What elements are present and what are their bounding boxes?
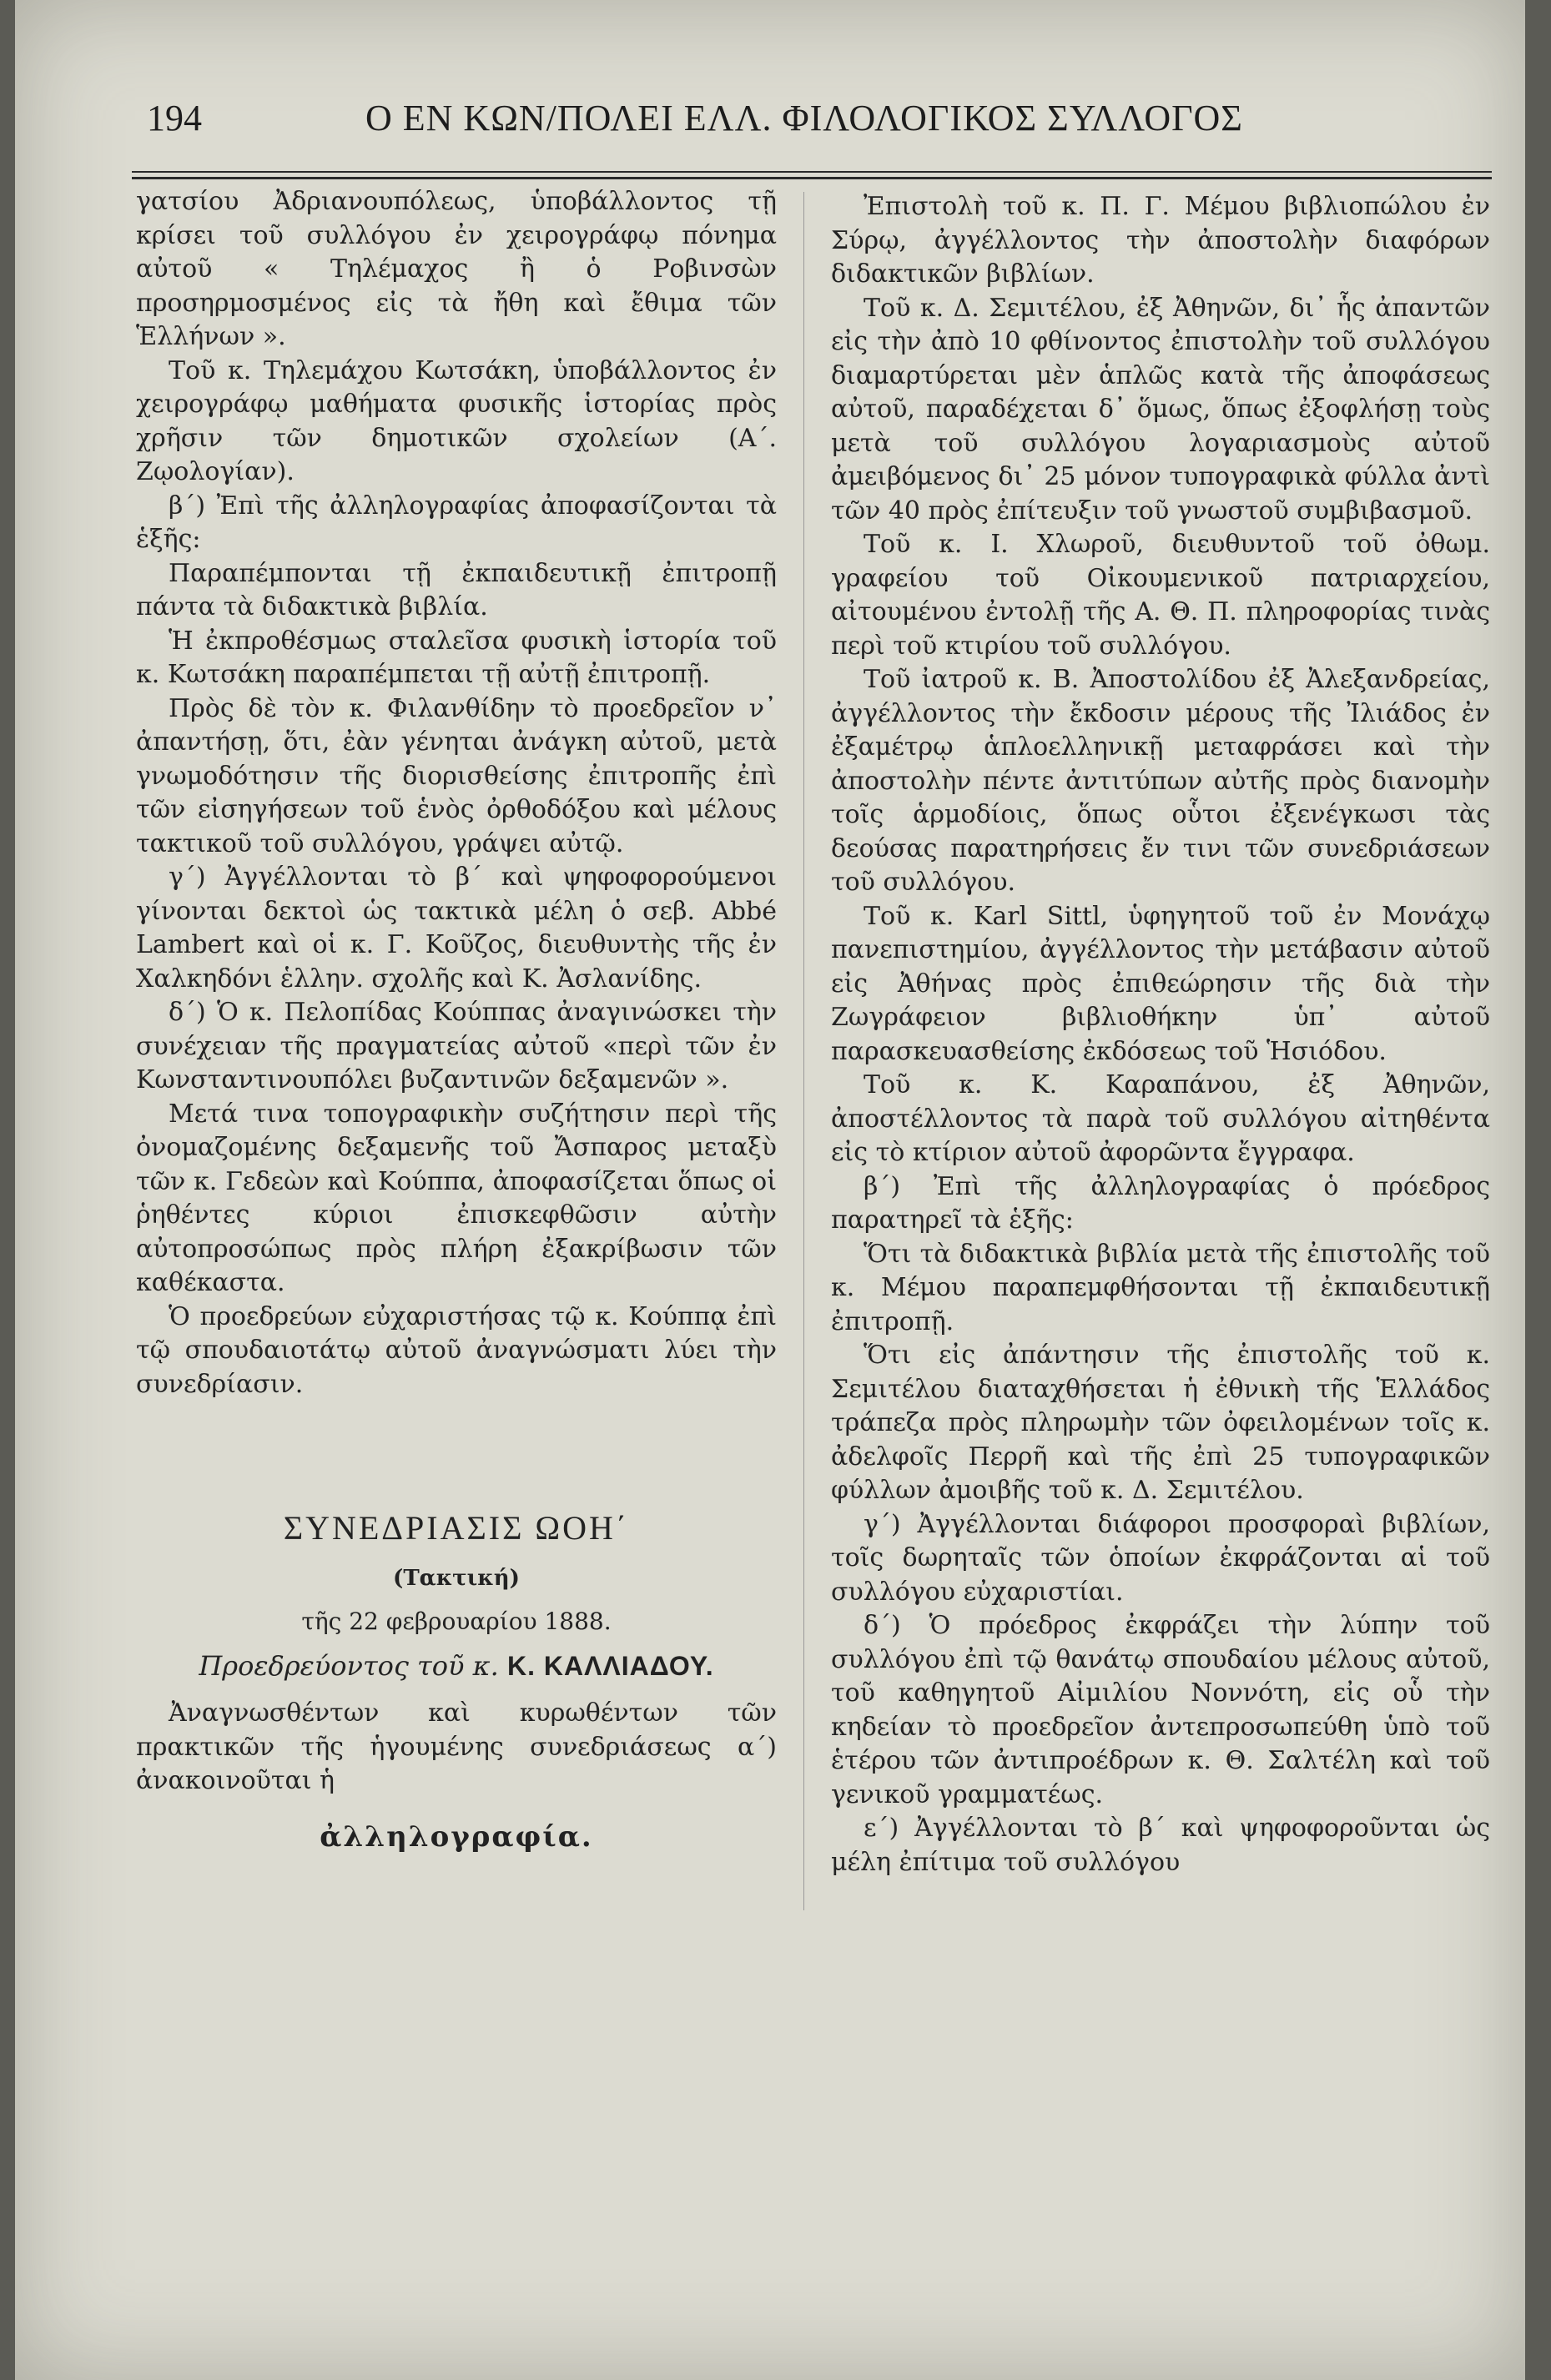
running-head: Ο ΕΝ ΚΩΝ/ΠΟΛΕΙ ΕΛΛ. ΦΙΛΟΛΟΓΙΚΟΣ ΣΥΛΛΟΓΟΣ: [365, 98, 1243, 138]
paragraph: Μετά τινα τοπογραφικὴν συζήτησιν περὶ τῆς ὀνομαζομένης δεξαμενῆς τοῦ Ἄσπαρος μεταξὺ τῶν κ. Γεδεὼν καὶ Κούππα, ἀποφασίζεται ὅπως οἱ ῥηθέντες κύριοι ἐπισκεφθῶσιν αὐτὴν αὐτοπροσώπως πρὸς πλήρη ἐξακρίβωσιν τῶν καθέκαστα.: [136, 1099, 777, 1297]
section-heading: ἀλληλογραφία.: [320, 1819, 593, 1854]
paragraph: Ὅτι τὰ διδακτικὰ βιβλία μετὰ τῆς ἐπιστολῆς τοῦ κ. Μέμου παραπεμφθήσονται τῇ ἐκπαιδευτικῇ ἐπιτροπῇ.: [831, 1239, 1490, 1336]
paragraph: γατσίου Ἀδριανουπόλεως, ὑποβάλλοντος τῇ κρίσει τοῦ συλλόγου ἐν χειρογράφῳ πόνημα αὐτοῦ « Τηλέμαχος ἢ ὁ Ροβινσὼν προσηρμοσμένος εἰς τὰ ἤθη καὶ ἔθιμα τῶν Ἑλλήνων ».: [136, 187, 777, 351]
president-name: Κ. ΚΑΛΛΙΑΔΟΥ.: [506, 1651, 714, 1681]
paragraph: ε΄) Ἀγγέλλονται τὸ β΄ καὶ ψηφοφοροῦνται ὡς μέλη ἐπίτιμα τοῦ συλλόγου: [831, 1814, 1490, 1877]
session-date: τῆς 22 φεβρουαρίου 1888.: [301, 1608, 612, 1635]
left-column: [136, 185, 777, 1854]
paragraph: Τοῦ κ. Ι. Χλωροῦ, διευθυντοῦ τοῦ ὀθωμ. γραφείου τοῦ Οἰκουμενικοῦ πατριαρχείου, αἰτουμένου ἐντολῇ τῆς Α. Θ. Π. πληροφορίας τινὰς περὶ τοῦ κτιρίου τοῦ συλλόγου.: [831, 530, 1490, 661]
session-type: (Τακτική): [393, 1566, 520, 1591]
paragraph: Τοῦ κ. Τηλεμάχου Κωτσάκη, ὑποβάλλοντος ἐν χειρογράφῳ μαθήματα φυσικῆς ἱστορίας πρὸς χρῆσιν τῶν δημοτικῶν σχολείων (Α΄. Ζῳολογίαν).: [136, 355, 777, 486]
paragraph: Παραπέμπονται τῇ ἐκπαιδευτικῇ ἐπιτροπῇ πάντα τὰ διδακτικὰ βιβλία.: [136, 558, 777, 621]
paragraph: β΄) Ἐπὶ τῆς ἀλληλογραφίας ὁ πρόεδρος παρατηρεῖ τὰ ἑξῆς:: [831, 1171, 1490, 1235]
paragraph: β΄) Ἐπὶ τῆς ἀλληλογραφίας ἀποφασίζονται τὰ ἑξῆς:: [136, 491, 777, 554]
paragraph: δ΄) Ὁ πρόεδρος ἐκφράζει τὴν λύπην τοῦ συλλόγου ἐπὶ τῷ θανάτῳ σπουδαίου μέλους αὐτοῦ, τοῦ καθηγητοῦ Αἰμιλίου Νοννότη, εἰς οὗ τὴν κηδείαν τὸ προεδρεῖον ἀντεπροσωπεύθη ὑπὸ τοῦ ἑτέρου τῶν ἀντιπροέδρων κ. Θ. Σαλτέλη καὶ τοῦ γενικοῦ γραμματέως.: [831, 1611, 1490, 1809]
paragraph: δ΄) Ὁ κ. Πελοπίδας Κούππας ἀναγινώσκει τὴν συνέχειαν τῆς πραγματείας αὐτοῦ «περὶ τῶν ἐν Κωνσταντινουπόλει βυζαντινῶν δεξαμενῶν ».: [136, 998, 777, 1094]
page-number: 194: [147, 98, 202, 138]
paragraph: γ΄) Ἀγγέλλονται τὸ β΄ καὶ ψηφοφορούμενοι γίνονται δεκτοὶ ὡς τακτικὰ μέλη ὁ σεβ. Abbé Lambert καὶ οἱ κ. Γ. Κοῦζος, διευθυντὴς τῆς ἐν Χαλκηδόνι ἑλλην. σχολῆς καὶ Κ. Ἀσλανίδης.: [136, 863, 777, 994]
paragraph: γ΄) Ἀγγέλλονται διάφοροι προσφοραὶ βιβλίων, τοῖς δωρηταῖς τῶν ὁποίων ἐκφράζονται αἱ τοῦ συλλόγου εὐχαριστίαι.: [831, 1509, 1490, 1607]
session-heading-block: [136, 1508, 777, 1682]
paragraph: Τοῦ κ. Karl Sittl, ὑφηγητοῦ τοῦ ἐν Μονάχῳ πανεπιστημίου, ἀγγέλλοντος τὴν μετάβασιν αὐτοῦ εἰς Ἀθήνας πρὸς ἐπιθεώρησιν τῆς διὰ τὴν Ζωγράφειον βιβλιοθήκην ὑπ᾽ αὐτοῦ παρασκευασθείσης ἐκδόσεως τοῦ Ἡσιόδου.: [831, 901, 1490, 1066]
paragraph: Τοῦ κ. Δ. Σεμιτέλου, ἐξ Ἀθηνῶν, δι᾽ ἧς ἀπαντῶν εἰς τὴν ἀπὸ 10 φθίνοντος ἐπιστολὴν τοῦ συλλόγου διαμαρτύρεται μὲν ἁπλῶς κατὰ τῆς ἀποφάσεως αὐτοῦ, παραδέχεται δ᾽ ὅμως, ὅπως ἐξοφλήσῃ τοὺς μετὰ τοῦ συλλόγου λογαριασμοὺς αὐτοῦ ἀμειβόμενος δι᾽ 25 μόνον τυπογραφικὰ φύλλα ἀντὶ τῶν 40 πρὸς ἐπίτευξιν τοῦ γνωστοῦ συμβιβασμοῦ.: [831, 293, 1490, 526]
paragraph: Τοῦ ἰατροῦ κ. Β. Ἀποστολίδου ἐξ Ἀλεξανδρείας, ἀγγέλλοντος τὴν ἔκδοσιν μέρους τῆς Ἰλιάδος ἐν ἐξαμέτρῳ ἁπλοελληνικῇ μεταφράσει καὶ τὴν ἀποστολὴν πέντε ἀντιτύπων αὐτῆς πρὸς διανομὴν τοῖς ἁρμοδίοις, ὅπως οὗτοι ἐξενέγκωσι τὰς δεούσας παρατηρήσεις ἔν τινι τῶν συνεδριάσεων τοῦ συλλόγου.: [831, 665, 1490, 897]
column-divider: [803, 192, 804, 1910]
session-president: [136, 1650, 777, 1682]
header-rule-thick: [132, 177, 1492, 179]
paragraph: Ἡ ἐκπροθέσμως σταλεῖσα φυσικὴ ἱστορία τοῦ κ. Κωτσάκη παραπέμπεται τῇ αὐτῇ ἐπιτροπῇ.: [136, 626, 777, 689]
session-intro: Ἀναγνωσθέντων καὶ κυρωθέντων τῶν πρακτικῶν τῆς ἡγουμένης συνεδριάσεως α΄) ἀνακοινοῦται ἡ: [136, 1698, 777, 1795]
paragraph: Ὁ προεδρεύων εὐχαριστήσας τῷ κ. Κούππᾳ ἐπὶ τῷ σπουδαιοτάτῳ αὐτοῦ ἀναγνώσματι λύει τὴν συνεδρίασιν.: [136, 1301, 777, 1399]
paragraph: Ὅτι εἰς ἀπάντησιν τῆς ἐπιστολῆς τοῦ κ. Σεμιτέλου διαταχθήσεται ἡ ἐθνικὴ τῆς Ἑλλάδος τράπεζα πρὸς πληρωμὴν τῶν ὀφειλομένων τοῖς κ. ἀδελφοῖς Περρῆ καὶ τῆς ἐπὶ 25 τυπογραφικῶν φύλλων ἀμοιβῆς τοῦ κ. Δ. Σεμιτέλου.: [831, 1341, 1490, 1505]
paragraph: Τοῦ κ. Κ. Καραπάνου, ἐξ Ἀθηνῶν, ἀποστέλλοντος τὰ παρὰ τοῦ συλλόγου αἰτηθέντα εἰς τὸ κτίριον αὐτοῦ ἀφορῶντα ἔγγραφα.: [831, 1070, 1490, 1167]
president-prefix: Προεδρεύοντος τοῦ κ.: [199, 1650, 499, 1682]
paragraph: Πρὸς δὲ τὸν κ. Φιλανθίδην τὸ προεδρεῖον ν᾽ ἀπαντήσῃ, ὅτι, ἐὰν γένηται ἀνάγκη αὐτοῦ, μετὰ γνωμοδότησιν τῆς διορισθείσης ἐπιτροπῆς ἐπὶ τῶν εἰσηγήσεων τοῦ ἑνὸς ὀρθοδόξου καὶ μέλους τακτικοῦ τοῦ συλλόγου, γράψει αὐτῷ.: [136, 693, 777, 858]
page-header: [132, 90, 1492, 148]
page: [15, 0, 1525, 2380]
session-title: ΣΥΝΕΔΡΙΑΣΙΣ ΩΟΗ΄: [283, 1509, 630, 1547]
right-column: [831, 190, 1490, 1879]
header-rule-thin: [132, 171, 1492, 173]
paragraph: Ἐπιστολὴ τοῦ κ. Π. Γ. Μέμου βιβλιοπώλου ἐν Σύρῳ, ἀγγέλλοντος τὴν ἀποστολὴν διαφόρων διδακτικῶν βιβλίων.: [831, 192, 1490, 289]
